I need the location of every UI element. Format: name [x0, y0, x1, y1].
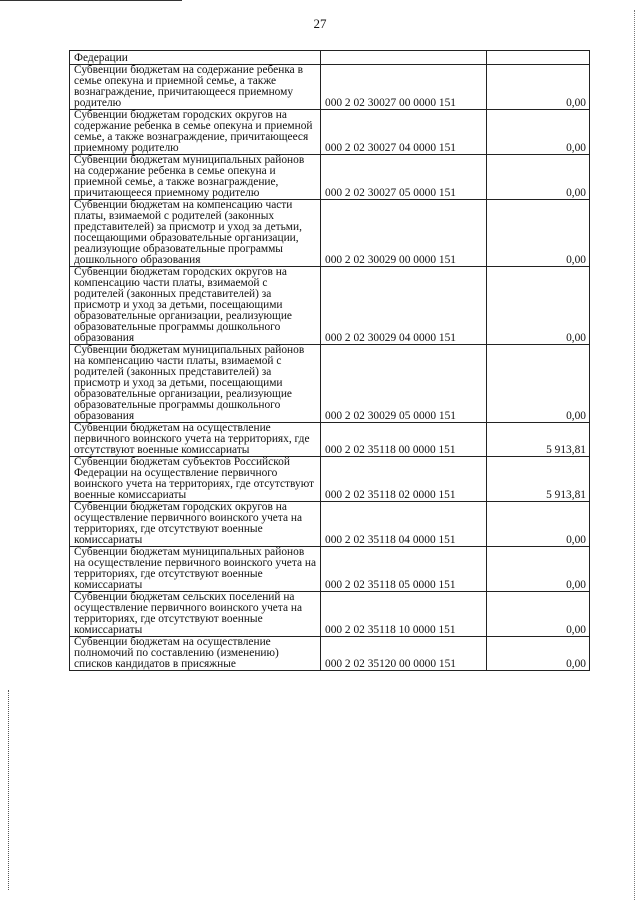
- row-code-cell: 000 2 02 35118 00 0000 151: [321, 423, 487, 457]
- row-name-cell: Субвенции бюджетам на содержание ребенка в семье опекуна и приемной семье, а также вознаграждение, причитающееся приемному родителю: [70, 65, 321, 110]
- row-code-cell: 000 2 02 30027 05 0000 151: [321, 155, 487, 200]
- row-amount-cell: 5 913,81: [487, 457, 590, 502]
- table-row: [70, 502, 590, 547]
- row-amount-cell: 5 913,81: [487, 423, 590, 457]
- row-amount-cell: 0,00: [487, 637, 590, 671]
- row-amount-cell: 0,00: [487, 110, 590, 155]
- row-amount-cell: 0,00: [487, 502, 590, 547]
- row-code-cell: 000 2 02 35118 05 0000 151: [321, 547, 487, 592]
- table-row: [70, 65, 590, 110]
- table-row: [70, 267, 590, 345]
- table-row: [70, 51, 590, 65]
- row-code-cell: [321, 51, 487, 65]
- row-code-cell: 000 2 02 30029 04 0000 151: [321, 267, 487, 345]
- row-name-cell: Субвенции бюджетам на осуществление полномочий по составлению (изменению) списков кандидатов в присяжные: [70, 637, 321, 671]
- table-row: [70, 423, 590, 457]
- row-name-cell: Субвенции бюджетам городских округов на компенсацию части платы, взимаемой с родителей (законных представителей) за присмотр и уход за детьми, посещающими образовательные организации, реализующие образовательные программы дошкольного образования: [70, 267, 321, 345]
- row-amount-cell: 0,00: [487, 547, 590, 592]
- row-name-cell: Субвенции бюджетам муниципальных районов на содержание ребенка в семье опекуна и приемной семье, а также вознаграждение, причитающееся приемному родителю: [70, 155, 321, 200]
- budget-table: [69, 50, 590, 671]
- table-row: [70, 155, 590, 200]
- table-row: [70, 345, 590, 423]
- row-code-cell: 000 2 02 35118 02 0000 151: [321, 457, 487, 502]
- table-row: [70, 592, 590, 637]
- row-code-cell: 000 2 02 30029 05 0000 151: [321, 345, 487, 423]
- row-amount-cell: 0,00: [487, 267, 590, 345]
- row-name-cell: Субвенции бюджетам городских округов на осуществление первичного воинского учета на территориях, где отсутствуют военные комиссариаты: [70, 502, 321, 547]
- row-code-cell: 000 2 02 30029 00 0000 151: [321, 200, 487, 267]
- row-amount-cell: [487, 51, 590, 65]
- row-name-cell: Субвенции бюджетам сельских поселений на осуществление первичного воинского учета на территориях, где отсутствуют военные комиссариаты: [70, 592, 321, 637]
- scan-edge-mark: [634, 10, 636, 900]
- row-amount-cell: 0,00: [487, 345, 590, 423]
- table-row: [70, 110, 590, 155]
- row-name-cell: Субвенции бюджетам на компенсацию части платы, взимаемой с родителей (законных представителей) за присмотр и уход за детьми, посещающими образовательные организации, реализующие образовательные программы дошкольного образования: [70, 200, 321, 267]
- row-code-cell: 000 2 02 30027 00 0000 151: [321, 65, 487, 110]
- row-name-cell: Субвенции бюджетам муниципальных районов на осуществление первичного воинского учета на территориях, где отсутствуют военные комиссариаты: [70, 547, 321, 592]
- table-row: [70, 637, 590, 671]
- row-amount-cell: 0,00: [487, 155, 590, 200]
- page-number: 27: [313, 16, 327, 31]
- row-amount-cell: 0,00: [487, 65, 590, 110]
- table-row: [70, 547, 590, 592]
- top-border-line: [0, 0, 182, 4]
- scan-edge-mark: [8, 690, 10, 890]
- row-name-cell: Субвенции бюджетам муниципальных районов на компенсацию части платы, взимаемой с родителей (законных представителей) за присмотр и уход за детьми, посещающими образовательные организации, реализующие образовательные программы дошкольного образования: [70, 345, 321, 423]
- row-name-cell: Субвенции бюджетам на осуществление первичного воинского учета на территориях, где отсутствуют военные комиссариаты: [70, 423, 321, 457]
- table-row: [70, 457, 590, 502]
- row-amount-cell: 0,00: [487, 592, 590, 637]
- row-code-cell: 000 2 02 35120 00 0000 151: [321, 637, 487, 671]
- row-code-cell: 000 2 02 30027 04 0000 151: [321, 110, 487, 155]
- row-name-cell: Субвенции бюджетам субъектов Российской Федерации на осуществление первичного воинского учета на территориях, где отсутствуют военные комиссариаты: [70, 457, 321, 502]
- row-name-cell: Федерации: [70, 51, 321, 65]
- row-amount-cell: 0,00: [487, 200, 590, 267]
- row-code-cell: 000 2 02 35118 04 0000 151: [321, 502, 487, 547]
- table-row: [70, 200, 590, 267]
- row-code-cell: 000 2 02 35118 10 0000 151: [321, 592, 487, 637]
- budget-table-body: [70, 51, 590, 671]
- row-name-cell: Субвенции бюджетам городских округов на содержание ребенка в семье опекуна и приемной семье, а также вознаграждение, причитающееся приемному родителю: [70, 110, 321, 155]
